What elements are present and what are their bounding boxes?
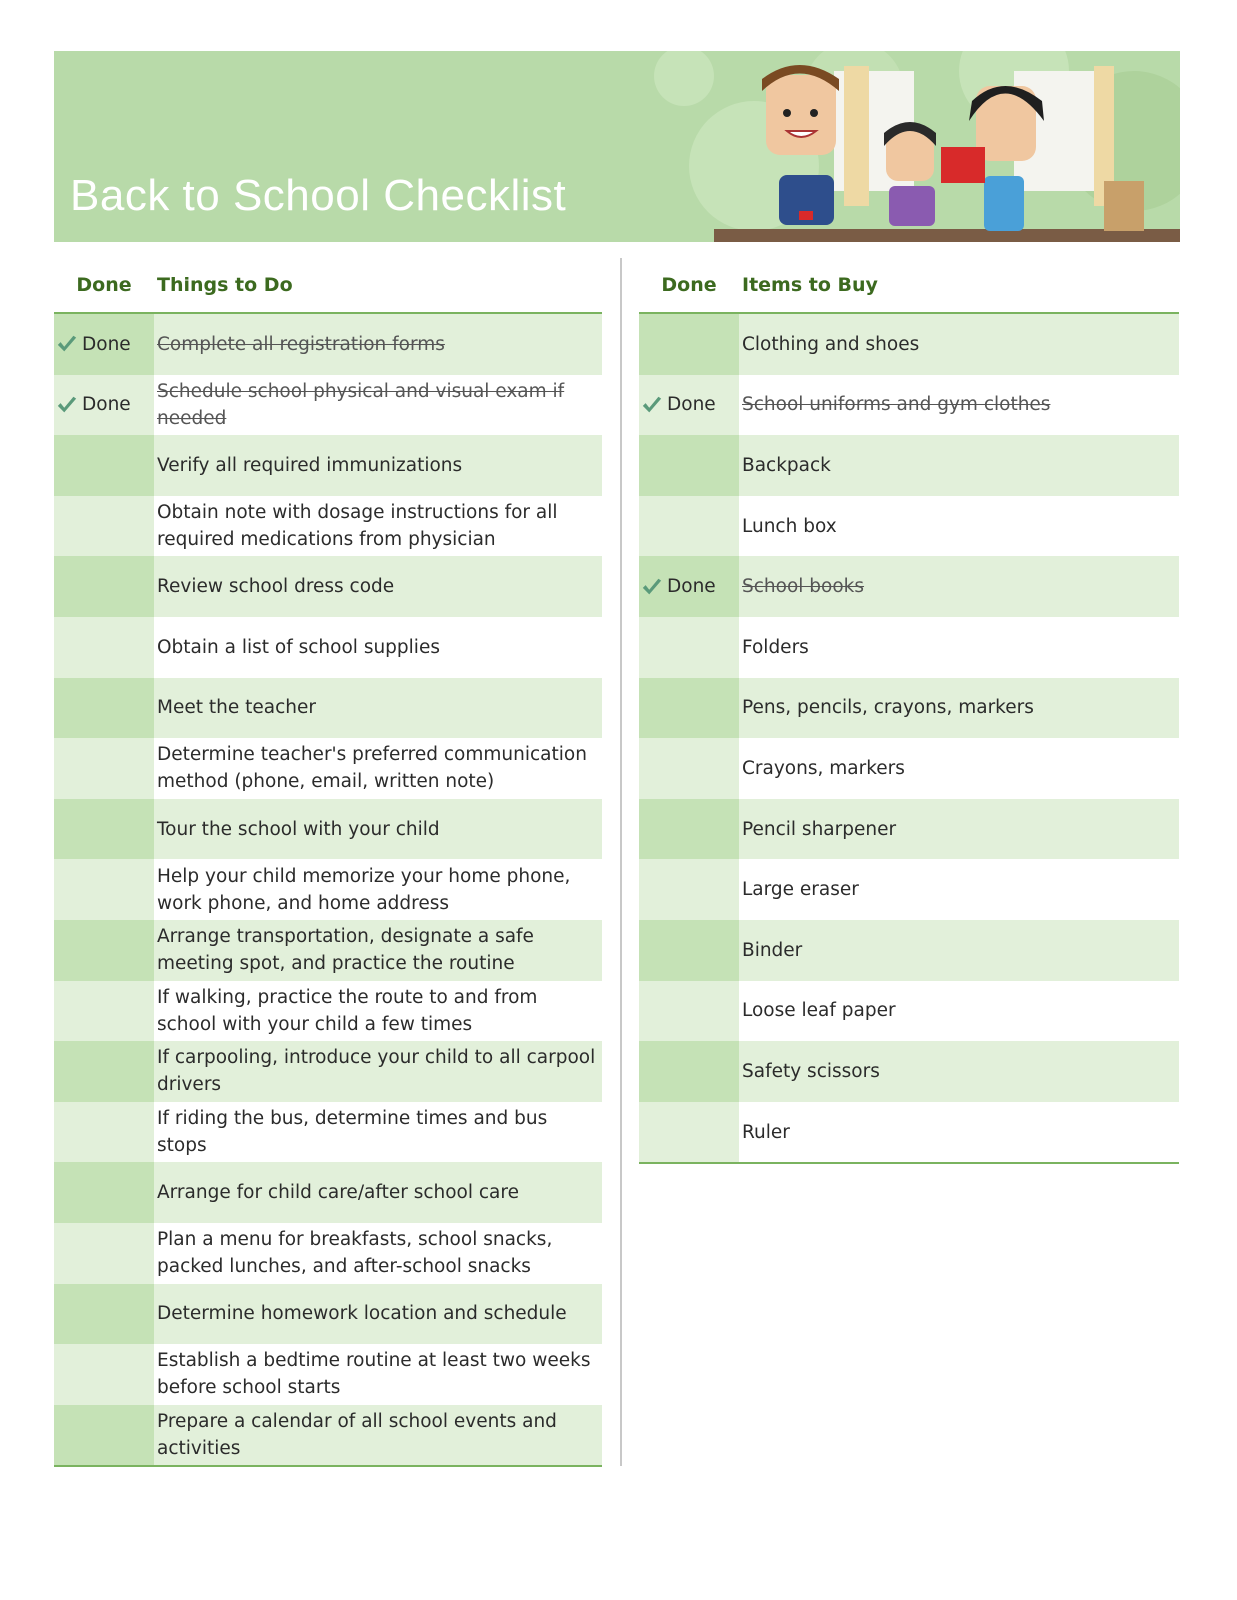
table-row [54, 314, 602, 375]
table-row [54, 617, 602, 678]
page-title: Back to School Checklist [70, 171, 567, 220]
task-cell [739, 1102, 1179, 1163]
checkmark-icon [641, 394, 663, 416]
items-to-buy-table [639, 258, 1179, 1164]
task-text: Verify all required immunizations [157, 454, 463, 476]
done-column-header: Done [661, 274, 717, 296]
task-cell [154, 314, 602, 375]
table-row [639, 496, 1179, 557]
done-cell[interactable] [54, 435, 154, 496]
task-cell [739, 556, 1179, 617]
task-text: Tour the school with your child [157, 818, 440, 840]
done-cell[interactable] [54, 617, 154, 678]
task-cell [154, 981, 602, 1042]
table-row [54, 920, 602, 981]
task-text: Prepare a calendar of all school events and activities [157, 1410, 557, 1459]
table-row [639, 435, 1179, 496]
task-cell [739, 981, 1179, 1042]
done-cell[interactable] [54, 1284, 154, 1345]
task-text: Arrange for child care/after school care [157, 1182, 519, 1204]
task-text: Binder [742, 939, 803, 961]
table-row [639, 1102, 1179, 1163]
task-column-header: Items to Buy [742, 274, 878, 296]
done-label: Done [82, 394, 131, 416]
done-cell[interactable] [54, 375, 154, 436]
done-cell[interactable] [54, 1162, 154, 1223]
column-divider [620, 258, 622, 1466]
task-text: Obtain note with dosage instructions for all required medications from physician [157, 502, 558, 551]
task-cell [154, 1102, 602, 1163]
task-text: If walking, practice the route to and from school with your child a few times [157, 986, 538, 1035]
task-cell [154, 375, 602, 436]
table-row [639, 375, 1179, 436]
task-text: Arrange transportation, designate a safe meeting spot, and practice the routine [157, 926, 534, 975]
task-column-header: Things to Do [157, 274, 293, 296]
table-row [639, 617, 1179, 678]
table-row [639, 314, 1179, 375]
task-cell [739, 435, 1179, 496]
header-banner [54, 51, 1180, 242]
task-text: Schedule school physical and visual exam if needed [157, 380, 565, 429]
task-cell [154, 1344, 602, 1405]
table-row [639, 678, 1179, 739]
done-cell[interactable] [639, 314, 739, 375]
task-cell [154, 556, 602, 617]
task-text: Review school dress code [157, 576, 395, 598]
checkmark-icon [641, 576, 663, 598]
done-cell[interactable] [639, 678, 739, 739]
task-cell [739, 1041, 1179, 1102]
table-row [54, 1344, 602, 1405]
task-text: If carpooling, introduce your child to all carpool drivers [157, 1047, 596, 1096]
task-cell [739, 738, 1179, 799]
task-cell [154, 1223, 602, 1284]
table-row [54, 1284, 602, 1345]
done-cell[interactable] [639, 556, 739, 617]
task-cell [154, 738, 602, 799]
done-cell[interactable] [639, 981, 739, 1042]
table-row [54, 859, 602, 920]
task-cell [154, 920, 602, 981]
done-cell[interactable] [639, 1102, 739, 1163]
task-text: Pencil sharpener [742, 818, 897, 840]
task-text: Obtain a list of school supplies [157, 636, 440, 658]
task-cell [739, 678, 1179, 739]
done-cell[interactable] [54, 314, 154, 375]
done-cell[interactable] [54, 1223, 154, 1284]
task-text: Loose leaf paper [742, 1000, 896, 1022]
task-cell [739, 617, 1179, 678]
task-text: Meet the teacher [157, 697, 316, 719]
task-text: Pens, pencils, crayons, markers [742, 697, 1034, 719]
task-text: Backpack [742, 454, 831, 476]
task-cell [154, 496, 602, 557]
table-row [54, 678, 602, 739]
table-row [54, 375, 602, 436]
done-cell[interactable] [639, 799, 739, 860]
done-column-header: Done [76, 274, 132, 296]
done-cell[interactable] [54, 799, 154, 860]
task-cell [154, 1405, 602, 1466]
done-cell[interactable] [54, 1102, 154, 1163]
task-text: Plan a menu for breakfasts, school snacks, packed lunches, and after-school snacks [157, 1229, 553, 1278]
task-text: Complete all registration forms [157, 333, 445, 355]
done-label: Done [667, 394, 716, 416]
task-cell [739, 859, 1179, 920]
done-cell[interactable] [54, 981, 154, 1042]
task-text: If riding the bus, determine times and bus stops [157, 1108, 548, 1157]
task-text: Safety scissors [742, 1060, 880, 1082]
done-cell[interactable] [54, 859, 154, 920]
task-text: Clothing and shoes [742, 333, 920, 355]
table-row [639, 981, 1179, 1042]
task-cell [154, 435, 602, 496]
task-cell [154, 1284, 602, 1345]
task-text: Large eraser [742, 879, 859, 901]
table-row [54, 738, 602, 799]
done-cell[interactable] [54, 556, 154, 617]
done-cell[interactable] [639, 435, 739, 496]
task-cell [739, 375, 1179, 436]
things-to-do-rows [54, 314, 602, 1467]
task-text: Folders [742, 636, 809, 658]
task-cell [154, 678, 602, 739]
task-text: School uniforms and gym clothes [742, 394, 1051, 416]
task-cell [154, 799, 602, 860]
table-row [54, 435, 602, 496]
checkmark-icon [56, 394, 78, 416]
table-row [54, 1162, 602, 1223]
done-cell[interactable] [54, 1344, 154, 1405]
done-label: Done [82, 333, 131, 355]
done-cell[interactable] [639, 375, 739, 436]
checkmark-icon [56, 333, 78, 355]
done-cell[interactable] [54, 738, 154, 799]
table-row [54, 1223, 602, 1284]
task-cell [154, 1162, 602, 1223]
table-row [54, 556, 602, 617]
done-cell[interactable] [54, 1041, 154, 1102]
table-row [54, 1041, 602, 1102]
task-text: Help your child memorize your home phone, work phone, and home address [157, 865, 571, 914]
task-cell [154, 1041, 602, 1102]
table-header [54, 258, 602, 314]
task-text: Lunch box [742, 515, 837, 537]
table-row [639, 859, 1179, 920]
task-cell [739, 920, 1179, 981]
task-text: School books [742, 576, 865, 598]
table-row [639, 556, 1179, 617]
table-row [639, 799, 1179, 860]
task-cell [154, 859, 602, 920]
table-row [639, 1041, 1179, 1102]
done-cell[interactable] [639, 1041, 739, 1102]
task-cell [739, 496, 1179, 557]
things-to-do-table [54, 258, 602, 1467]
table-row [54, 1405, 602, 1466]
task-text: Determine homework location and schedule [157, 1303, 567, 1325]
task-text: Determine teacher's preferred communication method (phone, email, written note) [157, 744, 587, 793]
done-cell[interactable] [639, 617, 739, 678]
table-row [54, 1102, 602, 1163]
done-cell[interactable] [54, 1405, 154, 1466]
items-to-buy-rows [639, 314, 1179, 1164]
done-cell[interactable] [54, 496, 154, 557]
done-cell[interactable] [639, 859, 739, 920]
table-row [639, 738, 1179, 799]
done-cell[interactable] [639, 496, 739, 557]
table-row [639, 920, 1179, 981]
table-row [54, 496, 602, 557]
done-cell[interactable] [639, 920, 739, 981]
done-cell[interactable] [54, 920, 154, 981]
done-label: Done [667, 576, 716, 598]
done-cell[interactable] [639, 738, 739, 799]
task-text: Ruler [742, 1121, 790, 1143]
task-cell [154, 617, 602, 678]
table-header [639, 258, 1179, 314]
done-cell[interactable] [54, 678, 154, 739]
task-cell [739, 314, 1179, 375]
table-row [54, 981, 602, 1042]
task-cell [739, 799, 1179, 860]
table-row [54, 799, 602, 860]
task-text: Establish a bedtime routine at least two weeks before school starts [157, 1350, 591, 1399]
task-text: Crayons, markers [742, 757, 905, 779]
